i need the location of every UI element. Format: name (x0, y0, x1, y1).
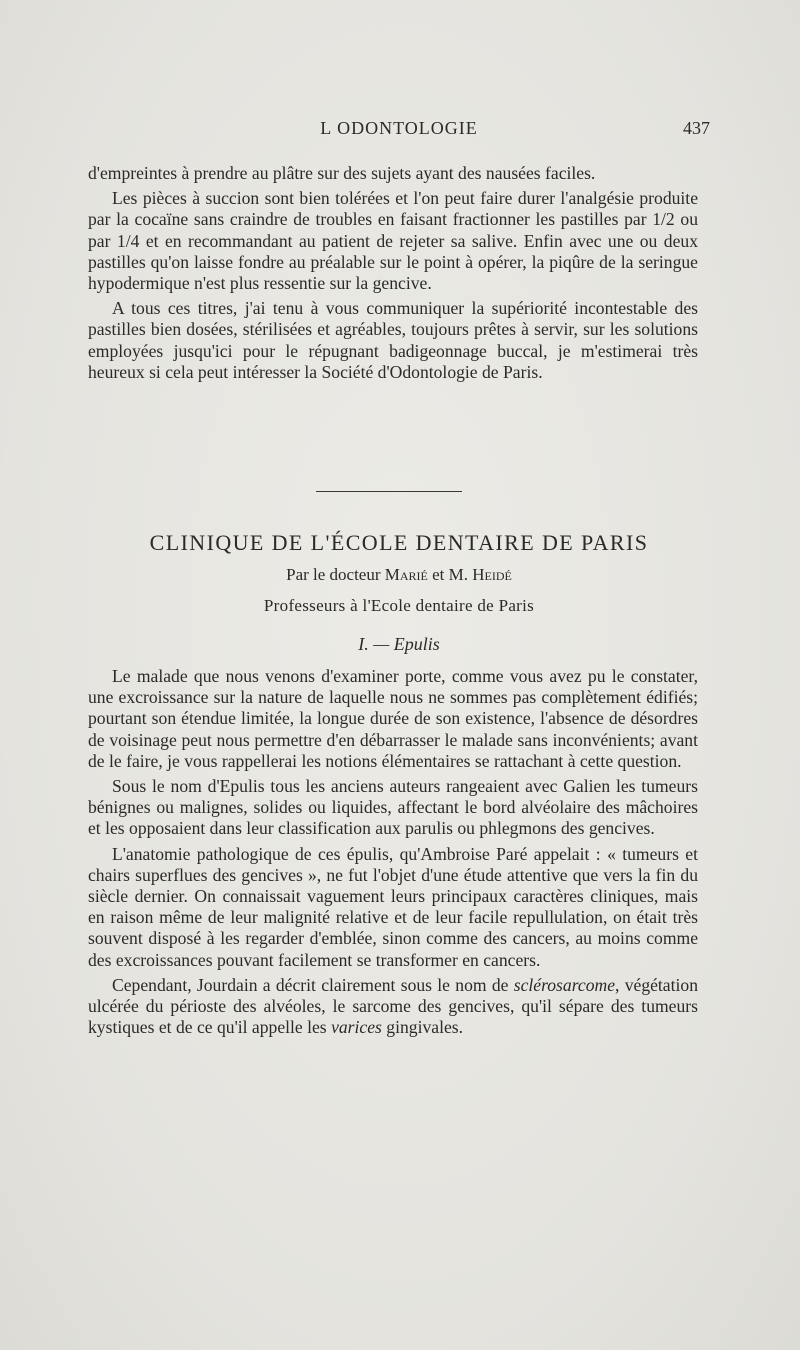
paragraph: L'anatomie pathologique de ces épulis, qu'Ambroise Paré appelait : « tumeurs et chairs superflues des gencives », ne fut l'objet d'une étude attentive que vers la fin du siècle dernier. On connaissait vaguement leurs principaux caractères cliniques, mais en raison même de leur malignité relative et de leur facile repullulation, on était très souvent disposé à les regarder d'emblée, sinon comme des cancers, au moins comme des excroissances pouvant facilement se transformer en cancers. (88, 843, 698, 970)
paragraph (88, 975, 698, 1039)
paragraph: Les pièces à succion sont bien tolérées et l'on peut faire durer l'analgésie produite par la cocaïne sans craindre de troubles en faisant fractionner les pastilles par 1/2 ou par 1/4 et en recommandant au patient de rejeter sa salive. Enfin avec une ou deux pastilles qu'on laisse fondre au préalable sur le point à opérer, la piqûre de la seringue hypodermique n'est plus ressentie sur la gencive. (88, 188, 698, 294)
italic-term: sclérosarcome (513, 974, 616, 995)
running-head (88, 118, 710, 146)
text-run: Cependant, Jourdain a décrit clairement sous le nom de (112, 974, 509, 995)
running-title: L ODONTOLOGIE (320, 118, 478, 138)
text-run: gingivales. (386, 1017, 464, 1038)
byline-conjunction: et M. (432, 565, 469, 584)
text-run: , végétation ulcérée du périoste des alvéoles, le sarcome des gencives, qu'il sépare des tumeurs kystiques et de ce qu'il appelle les (88, 974, 698, 1038)
author-affiliation: Professeurs à l'Ecole dentaire de Paris (263, 596, 535, 615)
author-name: Marié (384, 565, 428, 584)
previous-article-ending (88, 163, 698, 387)
paragraph: Sous le nom d'Epulis tous les anciens auteurs rangeaient avec Galien les tumeurs bénignes ou malignes, solides ou liquides, affectant le bord alvéolaire des mâchoires et les opposaient dans leur classification aux parulis ou phlegmons des gencives. (88, 776, 698, 839)
section-subheading: I. — Epulis (358, 634, 440, 654)
byline-prefix: Par le docteur (286, 565, 381, 584)
paragraph: A tous ces titres, j'ai tenu à vous communiquer la supériorité incontestable des pastilles bien dosées, stérilisées et agréables, toujours prêtes à servir, sur les solutions employées jusqu'ici pour le répugnant badigeonnage buccal, je m'estimerai très heureux si cela peut intéresser la Société d'Odontologie de Paris. (88, 298, 698, 382)
article-body (88, 666, 698, 1042)
page-number: 437 (683, 118, 710, 138)
paragraph: Le malade que nous venons d'examiner porte, comme vous avez pu le constater, une excroissance sur la nature de laquelle nous ne sommes pas complètement édifiés; pourtant son étendue limitée, la longue durée de son existence, l'absence de désordres de voisinage peut nous permettre d'en débarrasser le malade sans inconvénients; avant de le faire, je vous rappellerai les notions élémentaires se rattachant à cette question. (88, 666, 698, 771)
paragraph: d'empreintes à prendre au plâtre sur des sujets ayant des nausées faciles. (88, 163, 596, 183)
article-title: CLINIQUE DE L'ÉCOLE DENTAIRE DE PARIS (149, 530, 649, 555)
author-name: Heidé (472, 565, 512, 584)
article-byline (88, 565, 710, 585)
section-divider (316, 491, 462, 492)
italic-term: varices (331, 1017, 382, 1038)
